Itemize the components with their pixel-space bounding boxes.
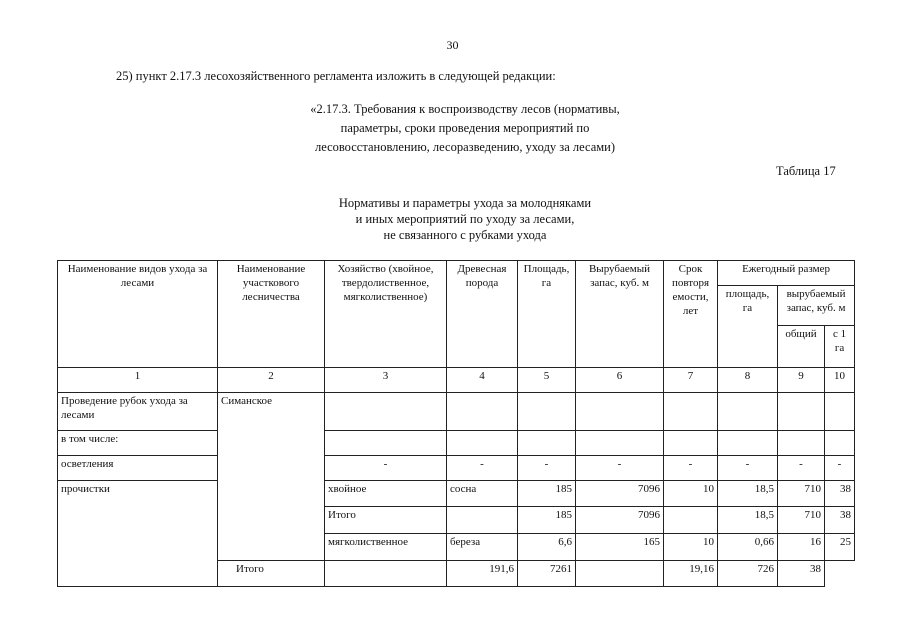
header-col8: площадь, га: [718, 286, 778, 368]
column-number: 1: [58, 368, 218, 393]
quote-heading: [230, 100, 700, 157]
norms-table: [57, 260, 855, 587]
header-col5: Площадь, га: [518, 261, 576, 368]
cell: 25: [825, 534, 855, 561]
table-title: [230, 195, 700, 243]
cell: хвойное: [325, 481, 447, 507]
cell: -: [325, 456, 447, 481]
cell: 16: [778, 534, 825, 561]
row-name: прочистки: [58, 481, 218, 587]
column-number: 7: [664, 368, 718, 393]
cell: Итого: [325, 507, 447, 534]
cell: 10: [664, 481, 718, 507]
cell: 38: [825, 507, 855, 534]
cell: -: [518, 456, 576, 481]
header-col3: Хозяйство (хвойное, твердолиственное, мягколиственное): [325, 261, 447, 368]
cell: -: [825, 456, 855, 481]
cell: сосна: [447, 481, 518, 507]
cell: 18,5: [718, 481, 778, 507]
column-number: 5: [518, 368, 576, 393]
column-number: 9: [778, 368, 825, 393]
header-col6: Вырубаемый запас, куб. м: [576, 261, 664, 368]
cell: 18,5: [718, 507, 778, 534]
cell: 710: [778, 481, 825, 507]
table-title-line: и иных мероприятий по уходу за лесами,: [355, 212, 575, 226]
cell: 185: [518, 507, 576, 534]
column-number: 6: [576, 368, 664, 393]
page-number: 30: [446, 38, 459, 52]
column-number: 8: [718, 368, 778, 393]
cell: 7261: [518, 561, 576, 587]
column-number: 10: [825, 368, 855, 393]
row-name: осветления: [58, 456, 218, 481]
cell: -: [778, 456, 825, 481]
cell: -: [664, 456, 718, 481]
cell: береза: [447, 534, 518, 561]
cell: мягколиственное: [325, 534, 447, 561]
cell: 710: [778, 507, 825, 534]
cell: 0,66: [718, 534, 778, 561]
column-number: 3: [325, 368, 447, 393]
table-row: [58, 393, 855, 431]
header-col1: Наименование видов ухода за лесами: [58, 261, 218, 368]
cell: 191,6: [447, 561, 518, 587]
cell: 6,6: [518, 534, 576, 561]
cell: 7096: [576, 481, 664, 507]
header-col10: с 1 га: [825, 326, 855, 368]
quote-line: параметры, сроки проведения мероприятий по: [340, 121, 590, 135]
table-row: [58, 431, 855, 456]
quote-line: «2.17.3. Требования к воспроизводству лесов (нормативы,: [310, 102, 620, 116]
header-col7: Срок повторя емости, лет: [664, 261, 718, 368]
quote-line: лесовосстановлению, лесоразведению, уходу за лесами): [314, 140, 616, 154]
cell: 185: [518, 481, 576, 507]
cell: 10: [664, 534, 718, 561]
header-col4: Древесная порода: [447, 261, 518, 368]
cell: -: [576, 456, 664, 481]
cell: 19,16: [664, 561, 718, 587]
table-row: [58, 481, 855, 507]
cell: 38: [825, 481, 855, 507]
cell: 726: [718, 561, 778, 587]
cell: -: [718, 456, 778, 481]
cell: 38: [778, 561, 825, 587]
column-number: 2: [218, 368, 325, 393]
cell: Итого: [218, 561, 325, 587]
forestry-name: Симанское: [218, 393, 325, 561]
table-title-line: Нормативы и параметры ухода за молодняками: [338, 196, 592, 210]
table-row: [58, 456, 855, 481]
cell: 165: [576, 534, 664, 561]
amendment-line: 25) пункт 2.17.3 лесохозяйственного регламента изложить в следующей редакции:: [116, 69, 556, 83]
table-caption: Таблица 17: [776, 164, 836, 178]
header-col2: Наименование участкового лесничества: [218, 261, 325, 368]
row-name: Проведение рубок ухода за лесами: [58, 393, 218, 431]
column-number: 4: [447, 368, 518, 393]
header-cut-group: вырубаемый запас, куб. м: [778, 286, 855, 326]
cell: -: [447, 456, 518, 481]
header-annual-group: Ежегодный размер: [718, 261, 855, 286]
cell: 7096: [576, 507, 664, 534]
table-title-line: не связанного с рубками ухода: [383, 228, 547, 242]
header-col9: общий: [778, 326, 825, 368]
row-name: в том числе:: [58, 431, 218, 456]
